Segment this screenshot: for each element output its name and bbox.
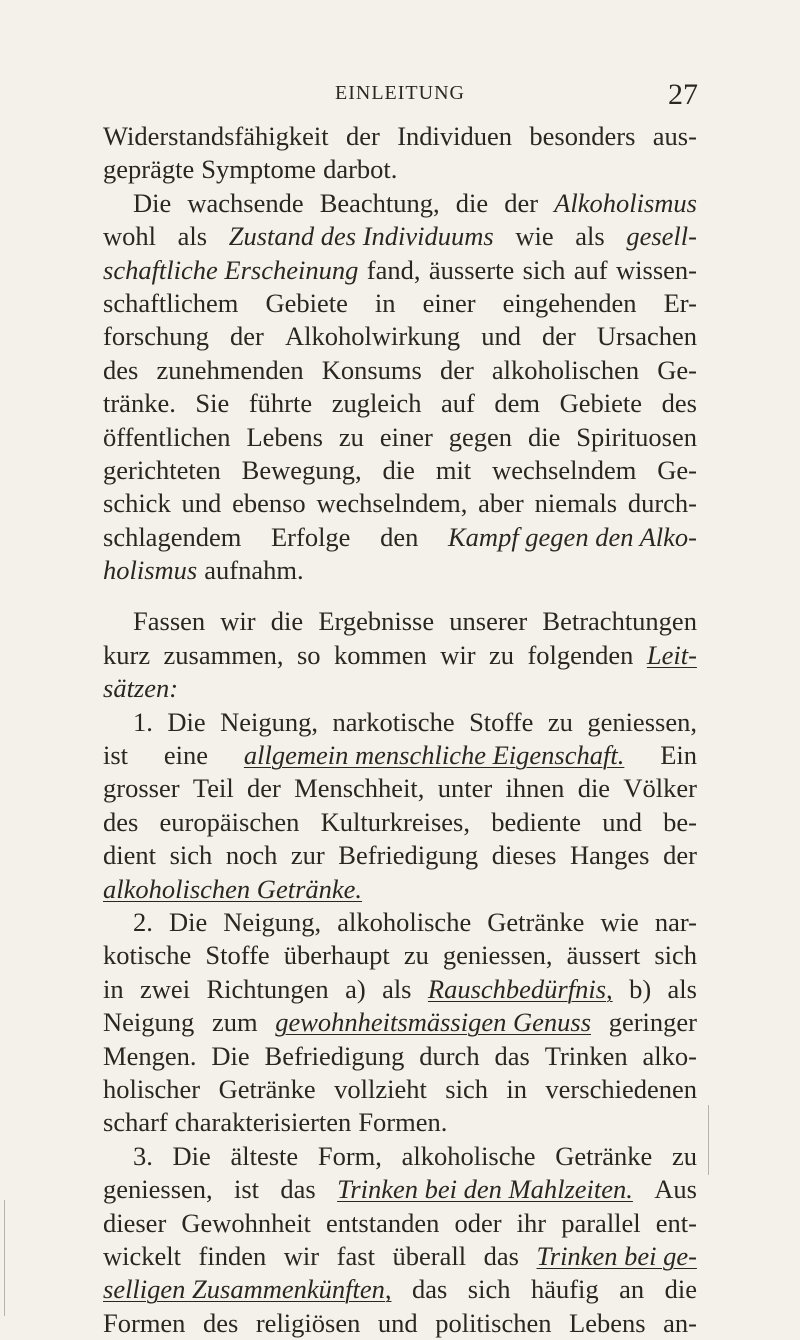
text-line bbox=[103, 220, 697, 253]
word: nar- bbox=[654, 906, 697, 937]
word: auf bbox=[441, 388, 475, 419]
word: älteste bbox=[230, 1140, 299, 1171]
word: geprägte bbox=[103, 154, 195, 185]
word: dem bbox=[494, 388, 541, 419]
word: aber bbox=[478, 488, 524, 519]
emphasis-term: Trinken bei ge- bbox=[536, 1240, 697, 1271]
text-line bbox=[103, 939, 697, 972]
word: Neigung bbox=[103, 1007, 195, 1038]
word: folgenden bbox=[527, 639, 634, 670]
running-head bbox=[0, 80, 800, 110]
word: wie bbox=[515, 221, 554, 252]
word: wachsende bbox=[187, 187, 304, 218]
word: zu bbox=[403, 940, 429, 971]
word: alkoholische bbox=[337, 906, 472, 937]
word: fand, bbox=[366, 254, 421, 285]
emphasis-term: allgemein menschliche Eigenschaft. bbox=[243, 740, 625, 771]
word: der bbox=[542, 321, 576, 352]
text-line bbox=[103, 1207, 697, 1240]
emphasis-term: sätzen: bbox=[103, 673, 179, 704]
word: wickelt bbox=[103, 1240, 181, 1271]
list-number: 3. bbox=[133, 1140, 153, 1171]
text-line bbox=[103, 454, 697, 487]
word: Die bbox=[168, 906, 208, 937]
word: sich bbox=[467, 1274, 511, 1305]
word: die bbox=[664, 1274, 697, 1305]
word: scharf bbox=[103, 1107, 168, 1138]
word: Lebens bbox=[246, 421, 323, 452]
word: als bbox=[667, 973, 697, 1004]
word: des bbox=[202, 1307, 239, 1338]
word: wissen- bbox=[616, 254, 697, 285]
word: der bbox=[504, 187, 539, 218]
word: Fassen bbox=[133, 606, 206, 637]
word: zwei bbox=[140, 973, 191, 1004]
word: grosser bbox=[103, 773, 180, 804]
word: Ein bbox=[660, 740, 697, 771]
text-line bbox=[103, 605, 697, 638]
word: forschung bbox=[103, 321, 209, 352]
word: ebenso bbox=[232, 488, 306, 519]
text-line bbox=[103, 1040, 697, 1073]
word: Neigung, bbox=[223, 906, 322, 937]
word: bediente bbox=[491, 806, 581, 837]
word: und bbox=[481, 321, 521, 352]
word: als bbox=[177, 221, 208, 252]
emphasis-term: Alkoholismus bbox=[554, 187, 697, 218]
word: die bbox=[455, 187, 489, 218]
word: der bbox=[663, 840, 697, 871]
word: zum bbox=[211, 1007, 258, 1038]
word: auf bbox=[573, 254, 608, 285]
word: zu bbox=[671, 1140, 697, 1171]
word: politischen bbox=[435, 1307, 552, 1338]
text-line bbox=[103, 1006, 697, 1039]
word: vollzieht bbox=[334, 1073, 427, 1104]
word: wechselndem, bbox=[316, 488, 468, 519]
word: Stoffe bbox=[469, 706, 534, 737]
emphasis-term: Leit- bbox=[646, 639, 697, 670]
emphasis-term: gesell- bbox=[626, 221, 697, 252]
text-line bbox=[103, 672, 697, 705]
emphasis-term: Zustand des Individuums bbox=[228, 221, 494, 252]
text-line bbox=[103, 739, 697, 772]
word: wechselndem bbox=[492, 454, 637, 485]
text-line bbox=[103, 354, 697, 387]
running-head-title: EINLEITUNG bbox=[335, 82, 465, 104]
word: alkoholischen bbox=[491, 354, 640, 385]
word: des bbox=[103, 806, 139, 837]
word: entstanden bbox=[326, 1207, 440, 1238]
word: kotische bbox=[103, 940, 192, 971]
word: Hanges bbox=[570, 840, 650, 871]
word: Getränke bbox=[487, 906, 585, 937]
list-number: 1. bbox=[133, 706, 153, 737]
word: zu bbox=[488, 639, 514, 670]
word: Konsums bbox=[321, 354, 422, 385]
word: einer bbox=[379, 421, 433, 452]
word: Richtungen bbox=[206, 973, 329, 1004]
word: aus- bbox=[652, 121, 697, 151]
word: Ge- bbox=[657, 454, 697, 485]
word: sich bbox=[445, 1073, 488, 1104]
word: unserer bbox=[449, 606, 528, 637]
word: aufnahm. bbox=[204, 555, 304, 586]
word: Teil bbox=[192, 773, 234, 804]
word: Gebiete bbox=[265, 287, 348, 318]
word: geniessen, bbox=[442, 940, 553, 971]
word: Die bbox=[133, 187, 172, 218]
word: führte bbox=[248, 388, 313, 419]
word: Stoffe bbox=[205, 940, 270, 971]
word: in bbox=[103, 973, 124, 1004]
word: an bbox=[619, 1274, 645, 1305]
emphasis-term: schaftliche Erscheinung bbox=[103, 254, 359, 285]
word: gegen bbox=[448, 421, 513, 452]
word: das bbox=[483, 1240, 519, 1271]
word: ist bbox=[103, 740, 129, 771]
word: schick bbox=[103, 488, 171, 519]
emphasis-term: Trinken bei den Mahlzeiten. bbox=[337, 1174, 633, 1205]
word: wir bbox=[440, 639, 476, 670]
emphasis-term: Rauschbedürfnis, bbox=[427, 973, 613, 1004]
word: b) bbox=[629, 973, 652, 1004]
word: dieser bbox=[103, 1207, 167, 1238]
word: kommen bbox=[333, 639, 427, 670]
text-line bbox=[103, 1240, 697, 1273]
word: Form, bbox=[317, 1140, 382, 1171]
word: verschiedenen bbox=[545, 1073, 697, 1104]
word: zu bbox=[547, 706, 573, 737]
word: wie bbox=[600, 906, 639, 937]
word: der bbox=[247, 773, 281, 804]
word: charakterisierten bbox=[174, 1107, 352, 1138]
word: Formen. bbox=[358, 1107, 448, 1138]
word: Ursachen bbox=[596, 321, 697, 352]
word: a) bbox=[345, 973, 366, 1004]
word: Bewegung, bbox=[241, 454, 362, 485]
word: europäischen bbox=[159, 806, 300, 837]
word: unter bbox=[437, 773, 493, 804]
word: zunehmenden bbox=[156, 354, 304, 385]
word: zu bbox=[338, 421, 364, 452]
page-number: 27 bbox=[668, 78, 698, 111]
text-line bbox=[103, 421, 697, 454]
text-line bbox=[103, 1273, 697, 1306]
word: sich bbox=[522, 254, 566, 285]
text-line bbox=[103, 120, 697, 153]
word: niemals bbox=[534, 488, 618, 519]
text-line bbox=[103, 521, 697, 554]
word: als bbox=[382, 973, 412, 1004]
word: Getränke bbox=[555, 1140, 653, 1171]
word: und bbox=[181, 488, 222, 519]
word: Er- bbox=[663, 287, 697, 318]
word: den bbox=[380, 521, 419, 552]
word: holischer bbox=[103, 1073, 201, 1104]
word: Betrachtungen bbox=[542, 606, 697, 637]
word: Getränke bbox=[218, 1073, 316, 1104]
word: gerichteten bbox=[103, 454, 221, 485]
word: wohl bbox=[103, 221, 156, 252]
word: äussert bbox=[566, 940, 641, 971]
word: Gewohnheit bbox=[181, 1207, 311, 1238]
word: sich bbox=[169, 840, 213, 871]
word: des bbox=[661, 388, 697, 419]
word: der bbox=[345, 121, 380, 151]
word: Menschheit, bbox=[294, 773, 425, 804]
text-line bbox=[103, 1106, 697, 1139]
word: zugleich bbox=[331, 388, 422, 419]
emphasis-term: Kampf gegen den Alko- bbox=[448, 521, 697, 552]
body-text bbox=[103, 120, 697, 1340]
list-number: 2. bbox=[133, 906, 153, 937]
word: geniessen, bbox=[103, 1174, 213, 1205]
word: Symptome bbox=[201, 154, 317, 185]
word: Kulturkreises, bbox=[320, 806, 470, 837]
text-line bbox=[103, 554, 697, 587]
word: schaftlichem bbox=[103, 287, 239, 318]
margin-mark bbox=[4, 1200, 5, 1316]
word: das bbox=[280, 1174, 316, 1205]
word: ihr bbox=[516, 1207, 547, 1238]
text-line bbox=[103, 973, 697, 1006]
word: Befriedigung bbox=[338, 840, 479, 871]
word: schlagendem bbox=[103, 521, 242, 552]
word: Widerstandsfähigkeit bbox=[103, 121, 329, 151]
word: in bbox=[506, 1073, 527, 1104]
word: Trinken bbox=[544, 1040, 628, 1071]
word: alko- bbox=[642, 1040, 697, 1071]
word: tränke. bbox=[103, 388, 176, 419]
word: Individuen bbox=[397, 121, 513, 151]
word: in bbox=[374, 287, 396, 318]
word: Spirituosen bbox=[576, 421, 697, 452]
emphasis-term: alkoholischen Getränke. bbox=[103, 873, 363, 904]
word: äusserte bbox=[428, 254, 515, 285]
word: ent- bbox=[655, 1207, 697, 1238]
word: fast bbox=[336, 1240, 375, 1271]
word: Aus bbox=[654, 1174, 697, 1205]
text-line bbox=[103, 772, 697, 805]
word: parallel bbox=[561, 1207, 641, 1238]
word: öffentlichen bbox=[103, 421, 231, 452]
word: religiösen bbox=[255, 1307, 361, 1338]
word: Lebens bbox=[569, 1307, 646, 1338]
paragraph-gap bbox=[103, 587, 697, 605]
word: Ge- bbox=[657, 354, 697, 385]
word: durch bbox=[419, 1040, 480, 1071]
word: Neigung, bbox=[220, 706, 318, 737]
word: Die bbox=[211, 1040, 250, 1071]
word: des bbox=[103, 354, 139, 385]
word: Die bbox=[167, 706, 206, 737]
word: dient bbox=[103, 840, 156, 871]
word: mit bbox=[435, 454, 472, 485]
margin-mark bbox=[708, 1105, 709, 1175]
word: das bbox=[494, 1040, 530, 1071]
emphasis-term: gewohnheitsmässigen Genuss bbox=[275, 1007, 592, 1038]
word: Gebiete bbox=[559, 388, 643, 419]
word: und bbox=[377, 1307, 418, 1338]
text-line bbox=[103, 487, 697, 520]
text-line bbox=[103, 639, 697, 672]
word: überall bbox=[392, 1240, 467, 1271]
word: häufig bbox=[530, 1274, 599, 1305]
word: wir bbox=[220, 606, 256, 637]
word: narkotische bbox=[332, 706, 455, 737]
word: ihnen bbox=[505, 773, 565, 804]
word: alkoholische bbox=[401, 1140, 536, 1171]
word: kurz bbox=[103, 639, 151, 670]
word: geniessen, bbox=[587, 706, 697, 737]
word: finden bbox=[198, 1240, 267, 1271]
word: Beachtung, bbox=[319, 187, 440, 218]
word: der bbox=[230, 321, 264, 352]
text-line bbox=[103, 873, 697, 906]
text-line bbox=[103, 187, 697, 220]
text-line bbox=[103, 839, 697, 872]
word: be- bbox=[663, 806, 697, 837]
word: Mengen. bbox=[103, 1040, 197, 1071]
text-line bbox=[103, 1173, 697, 1206]
word: zusammen, bbox=[163, 639, 284, 670]
text-line bbox=[103, 320, 697, 353]
word: die bbox=[382, 454, 415, 485]
emphasis-term: holismus bbox=[103, 555, 198, 586]
word: Völker bbox=[623, 773, 697, 804]
word: und bbox=[602, 806, 642, 837]
text-line bbox=[103, 1073, 697, 1106]
text-line bbox=[103, 806, 697, 839]
word: einer bbox=[422, 287, 476, 318]
word: dieses bbox=[491, 840, 557, 871]
word: Formen bbox=[103, 1307, 186, 1338]
word: Sie bbox=[195, 388, 230, 419]
text-line bbox=[103, 906, 697, 939]
word: überhaupt bbox=[283, 940, 390, 971]
word: geringer bbox=[608, 1007, 697, 1038]
word: oder bbox=[454, 1207, 502, 1238]
text-line bbox=[103, 1307, 697, 1340]
text-line bbox=[103, 387, 697, 420]
word: Alkoholwirkung bbox=[284, 321, 461, 352]
text-line bbox=[103, 1140, 697, 1173]
text-line bbox=[103, 706, 697, 739]
text-line bbox=[103, 254, 697, 287]
word: eingehenden bbox=[502, 287, 637, 318]
word: zur bbox=[290, 840, 325, 871]
word: als bbox=[575, 221, 605, 252]
word: eine bbox=[163, 740, 209, 771]
word: die bbox=[577, 773, 611, 804]
word: sich bbox=[654, 940, 697, 971]
text-line bbox=[103, 153, 697, 186]
word: noch bbox=[225, 840, 278, 871]
word: Die bbox=[172, 1140, 211, 1171]
word: Ergebnisse bbox=[318, 606, 435, 637]
word: ist bbox=[234, 1174, 260, 1205]
emphasis-term: selligen Zusammenkünften, bbox=[103, 1274, 392, 1305]
word: das bbox=[411, 1274, 448, 1305]
word: die bbox=[527, 421, 561, 452]
word: durch- bbox=[627, 488, 697, 519]
word: darbot. bbox=[323, 154, 398, 185]
word: der bbox=[439, 354, 474, 385]
word: Befriedigung bbox=[264, 1040, 405, 1071]
word: die bbox=[270, 606, 304, 637]
text-line bbox=[103, 287, 697, 320]
word: an- bbox=[663, 1307, 697, 1338]
word: wir bbox=[283, 1240, 320, 1271]
word: so bbox=[296, 639, 321, 670]
word: besonders bbox=[529, 121, 636, 151]
word: Erfolge bbox=[270, 521, 351, 552]
